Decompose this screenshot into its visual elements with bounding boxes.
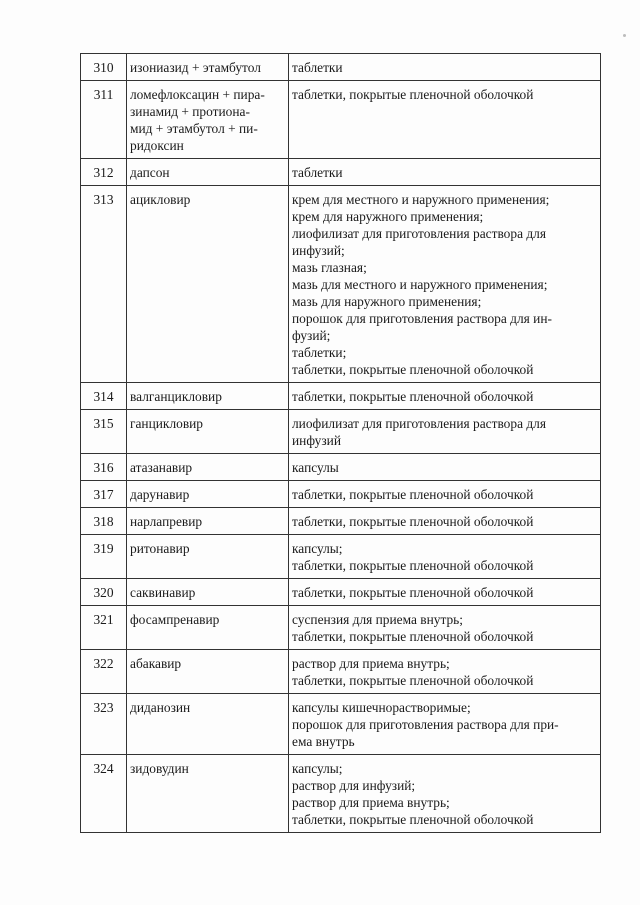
drug-name-cell	[127, 755, 289, 833]
dosage-form-line: капсулы;	[292, 761, 343, 776]
drug-name-cell	[127, 579, 289, 606]
dosage-form-line: таблетки, покрытые пленочной оболочкой	[292, 558, 534, 573]
dosage-form-line: порошок для приготовления раствора для ин-	[292, 311, 552, 326]
dosage-form-line: лиофилизат для приготовления раствора для	[292, 416, 547, 431]
drug-name-line: дапсон	[130, 165, 170, 180]
drug-name-line: валганцикловир	[130, 389, 222, 404]
table-row	[81, 159, 601, 186]
row-number: 315	[81, 410, 127, 454]
dosage-form-line: раствор для инфузий;	[292, 778, 416, 793]
drug-name-cell	[127, 508, 289, 535]
drug-name-cell	[127, 81, 289, 159]
dosage-form-line: мазь для местного и наружного применения;	[292, 277, 548, 292]
table-row	[81, 54, 601, 81]
dosage-form-cell	[289, 535, 601, 579]
dosage-form-line: мазь для наружного применения;	[292, 294, 482, 309]
dosage-form-line: капсулы кишечнорастворимые;	[292, 700, 471, 715]
row-number: 311	[81, 81, 127, 159]
drug-name-line: абакавир	[130, 656, 182, 671]
dosage-form-cell	[289, 81, 601, 159]
dosage-form-line: порошок для приготовления раствора для при-	[292, 717, 559, 732]
row-number: 314	[81, 383, 127, 410]
drug-name-line: фосампренавир	[130, 612, 220, 627]
table-row	[81, 454, 601, 481]
table-row	[81, 383, 601, 410]
scan-speck	[623, 34, 626, 37]
row-number: 318	[81, 508, 127, 535]
table-row	[81, 81, 601, 159]
table-row	[81, 535, 601, 579]
drug-name-cell	[127, 606, 289, 650]
drug-name-cell	[127, 650, 289, 694]
dosage-form-cell	[289, 410, 601, 454]
row-number: 323	[81, 694, 127, 755]
dosage-form-line: таблетки;	[292, 345, 347, 360]
drug-name-line: зинамид + протиона-	[130, 104, 250, 119]
table-row	[81, 579, 601, 606]
dosage-form-line: лиофилизат для приготовления раствора для	[292, 226, 547, 241]
drug-name-cell	[127, 454, 289, 481]
dosage-form-cell	[289, 186, 601, 383]
drug-name-line: саквинавир	[130, 585, 196, 600]
dosage-form-line: таблетки, покрытые пленочной оболочкой	[292, 87, 534, 102]
dosage-form-cell	[289, 159, 601, 186]
table-row	[81, 186, 601, 383]
table-row	[81, 694, 601, 755]
table-row	[81, 481, 601, 508]
drug-name-cell	[127, 535, 289, 579]
drug-name-line: изониазид + этамбутол	[130, 60, 261, 75]
dosage-form-line: таблетки, покрытые пленочной оболочкой	[292, 514, 534, 529]
row-number: 313	[81, 186, 127, 383]
drug-name-line: дарунавир	[130, 487, 190, 502]
row-number: 310	[81, 54, 127, 81]
row-number: 320	[81, 579, 127, 606]
drug-name-cell	[127, 54, 289, 81]
dosage-form-line: таблетки	[292, 165, 343, 180]
row-number: 317	[81, 481, 127, 508]
dosage-form-line: мазь глазная;	[292, 260, 367, 275]
row-number: 321	[81, 606, 127, 650]
dosage-form-line: таблетки	[292, 60, 343, 75]
table-row	[81, 410, 601, 454]
dosage-form-line: таблетки, покрытые пленочной оболочкой	[292, 629, 534, 644]
dosage-form-cell	[289, 54, 601, 81]
dosage-form-cell	[289, 755, 601, 833]
dosage-form-line: капсулы;	[292, 541, 343, 556]
dosage-form-line: раствор для приема внутрь;	[292, 795, 450, 810]
medication-table-body	[81, 54, 601, 833]
dosage-form-line: инфузий;	[292, 243, 345, 258]
drug-name-line: ломефлоксацин + пира-	[130, 87, 265, 102]
dosage-form-line: фузий;	[292, 328, 331, 343]
dosage-form-line: суспензия для приема внутрь;	[292, 612, 464, 627]
row-number: 324	[81, 755, 127, 833]
dosage-form-line: инфузий	[292, 433, 341, 448]
drug-name-cell	[127, 481, 289, 508]
dosage-form-line: капсулы	[292, 460, 339, 475]
row-number: 312	[81, 159, 127, 186]
drug-name-line: зидовудин	[130, 761, 189, 776]
dosage-form-line: таблетки, покрытые пленочной оболочкой	[292, 487, 534, 502]
medication-table	[80, 53, 601, 833]
dosage-form-cell	[289, 508, 601, 535]
drug-name-cell	[127, 410, 289, 454]
row-number: 316	[81, 454, 127, 481]
drug-name-cell	[127, 694, 289, 755]
drug-name-line: ацикловир	[130, 192, 191, 207]
dosage-form-cell	[289, 606, 601, 650]
table-row	[81, 606, 601, 650]
dosage-form-line: крем для наружного применения;	[292, 209, 484, 224]
drug-name-line: мид + этамбутол + пи-	[130, 121, 258, 136]
dosage-form-cell	[289, 481, 601, 508]
row-number: 319	[81, 535, 127, 579]
drug-name-line: диданозин	[130, 700, 191, 715]
drug-name-line: ганцикловир	[130, 416, 204, 431]
drug-name-cell	[127, 383, 289, 410]
dosage-form-line: крем для местного и наружного применения;	[292, 192, 550, 207]
drug-name-cell	[127, 159, 289, 186]
dosage-form-line: раствор для приема внутрь;	[292, 656, 450, 671]
dosage-form-cell	[289, 694, 601, 755]
dosage-form-cell	[289, 454, 601, 481]
table-row	[81, 508, 601, 535]
dosage-form-line: таблетки, покрытые пленочной оболочкой	[292, 389, 534, 404]
dosage-form-cell	[289, 579, 601, 606]
dosage-form-line: таблетки, покрытые пленочной оболочкой	[292, 812, 534, 827]
dosage-form-line: таблетки, покрытые пленочной оболочкой	[292, 362, 534, 377]
dosage-form-line: таблетки, покрытые пленочной оболочкой	[292, 673, 534, 688]
drug-name-line: ритонавир	[130, 541, 190, 556]
drug-name-line: нарлапревир	[130, 514, 203, 529]
dosage-form-line: таблетки, покрытые пленочной оболочкой	[292, 585, 534, 600]
dosage-form-cell	[289, 383, 601, 410]
dosage-form-line: ема внутрь	[292, 734, 355, 749]
table-row	[81, 755, 601, 833]
drug-name-line: ридоксин	[130, 138, 184, 153]
dosage-form-cell	[289, 650, 601, 694]
table-row	[81, 650, 601, 694]
drug-name-cell	[127, 186, 289, 383]
row-number: 322	[81, 650, 127, 694]
drug-name-line: атазанавир	[130, 460, 193, 475]
